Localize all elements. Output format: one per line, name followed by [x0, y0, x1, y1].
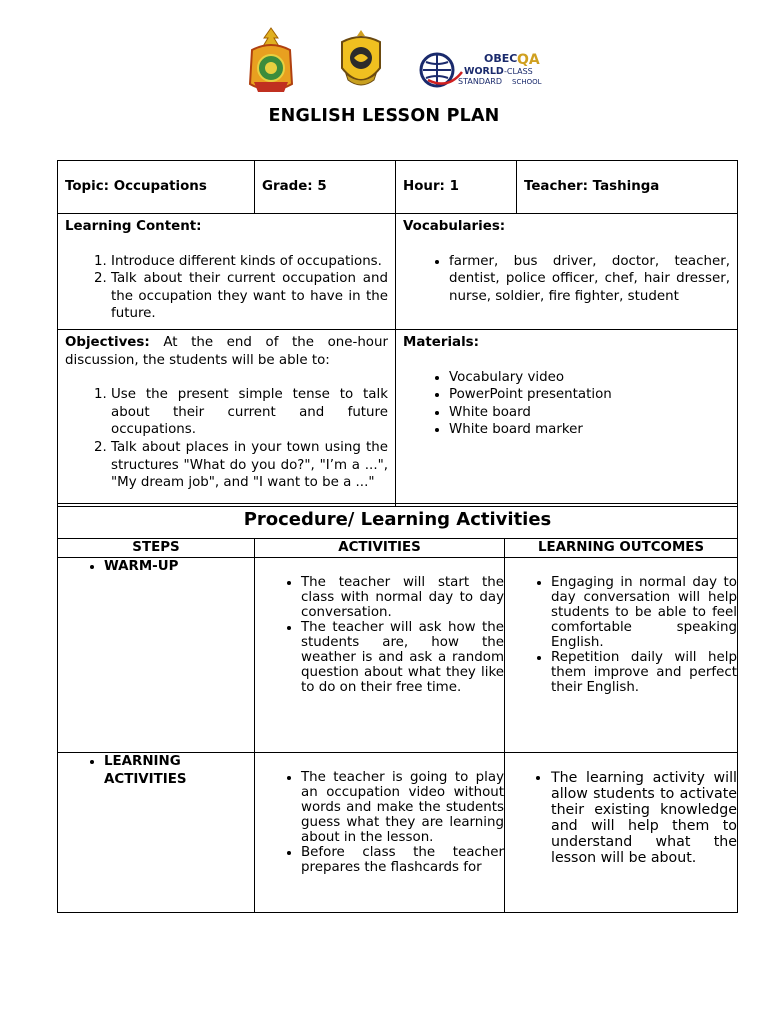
objective-item: 1. Use the present simple tense to talk about their current and future occupations.	[111, 386, 388, 439]
column-header-outcomes: LEARNING OUTCOMES	[505, 539, 738, 558]
column-header-steps: STEPS	[58, 539, 255, 558]
outcomes-cell	[505, 558, 738, 753]
logo-bar	[0, 24, 768, 104]
materials-label: Materials:	[403, 334, 479, 350]
svg-text:-CLASS: -CLASS	[504, 67, 533, 76]
activity-item: • The teacher will ask how the students are, how the weather is and ask a random question about what they like to do on their free time.	[301, 620, 504, 695]
hour-cell	[396, 161, 517, 214]
vocabularies-label: Vocabularies:	[403, 219, 506, 234]
topic-label: Topic:	[65, 179, 110, 194]
step-label: • WARM-UP	[104, 558, 250, 576]
column-header-activities: ACTIVITIES	[255, 539, 505, 558]
svg-text:QA: QA	[517, 52, 540, 68]
procedure-table	[57, 503, 738, 913]
hour-value: 1	[449, 179, 459, 194]
teacher-cell	[517, 161, 738, 214]
grade-cell	[255, 161, 396, 214]
outcome-item: • Engaging in normal day to day conversation will help students to be able to feel comfortable speaking English.	[551, 575, 737, 650]
objectives-label: Objectives:	[65, 334, 150, 350]
learning-content-label: Learning Content:	[65, 219, 202, 234]
objective-item: 2. Talk about places in your town using the structures "What do you do?", "I’m a ...", "My dream job", and "I want to be a ..."	[111, 439, 388, 492]
material-item: • White board marker	[449, 421, 730, 439]
learning-content-cell	[58, 214, 396, 330]
activities-cell	[255, 558, 505, 753]
svg-text:SCHOOL: SCHOOL	[512, 78, 542, 86]
procedure-title: Procedure/ Learning Activities	[58, 504, 738, 539]
procedure-row	[58, 558, 738, 753]
outcome-item: • The learning activity will allow students to activate their existing knowledge and will help them to understand what the lesson will be about.	[551, 770, 737, 866]
grade-label: Grade:	[262, 179, 313, 194]
topic-cell	[58, 161, 255, 214]
activity-item: • Before class the teacher prepares the flashcards for	[301, 845, 504, 875]
svg-text:STANDARD: STANDARD	[458, 77, 503, 86]
topic-value: Occupations	[113, 179, 207, 194]
learning-content-item: 1. Introduce different kinds of occupations.	[111, 253, 388, 271]
step-cell	[58, 753, 255, 913]
materials-cell	[396, 329, 738, 506]
obecqa-world-class-standard-school-logo	[418, 50, 542, 90]
objectives-intro-text: At the end of the one-hour discussion, the students will be able to:	[65, 334, 388, 368]
vocabularies-cell	[396, 214, 738, 330]
activity-item: • The teacher will start the class with normal day to day conversation.	[301, 575, 504, 620]
objectives-cell	[58, 329, 396, 506]
page-title: ENGLISH LESSON PLAN	[268, 106, 500, 126]
svg-text:WORLD: WORLD	[464, 66, 504, 77]
procedure-row	[58, 753, 738, 913]
step-label: • LEARNING ACTIVITIES	[104, 753, 194, 788]
material-item: • Vocabulary video	[449, 369, 730, 387]
teacher-value: Tashinga	[592, 179, 660, 194]
outcome-item: • Repetition daily will help them improve and perfect their English.	[551, 650, 737, 695]
learning-content-item: 2. Talk about their current occupation and the occupation they want to have in the future.	[111, 270, 388, 323]
teacher-label: Teacher:	[524, 179, 588, 194]
school-crest-logo	[336, 28, 386, 92]
activity-item: • The teacher is going to play an occupation video without words and make the students guess what they are learning about in the lesson.	[301, 770, 504, 845]
svg-text:OBEC: OBEC	[484, 52, 518, 65]
material-item: • White board	[449, 404, 730, 422]
thai-emblem-logo	[244, 26, 298, 96]
step-cell	[58, 558, 255, 753]
hour-label: Hour:	[403, 179, 445, 194]
grade-value: 5	[317, 179, 327, 194]
activities-cell	[255, 753, 505, 913]
lesson-info-table	[57, 160, 738, 507]
objectives-intro	[65, 334, 388, 369]
vocabulary-list: • farmer, bus driver, doctor, teacher, dentist, police officer, chef, hair dresser, nurse, soldier, fire fighter, student	[449, 253, 730, 306]
material-item: • PowerPoint presentation	[449, 386, 730, 404]
outcomes-cell	[505, 753, 738, 913]
